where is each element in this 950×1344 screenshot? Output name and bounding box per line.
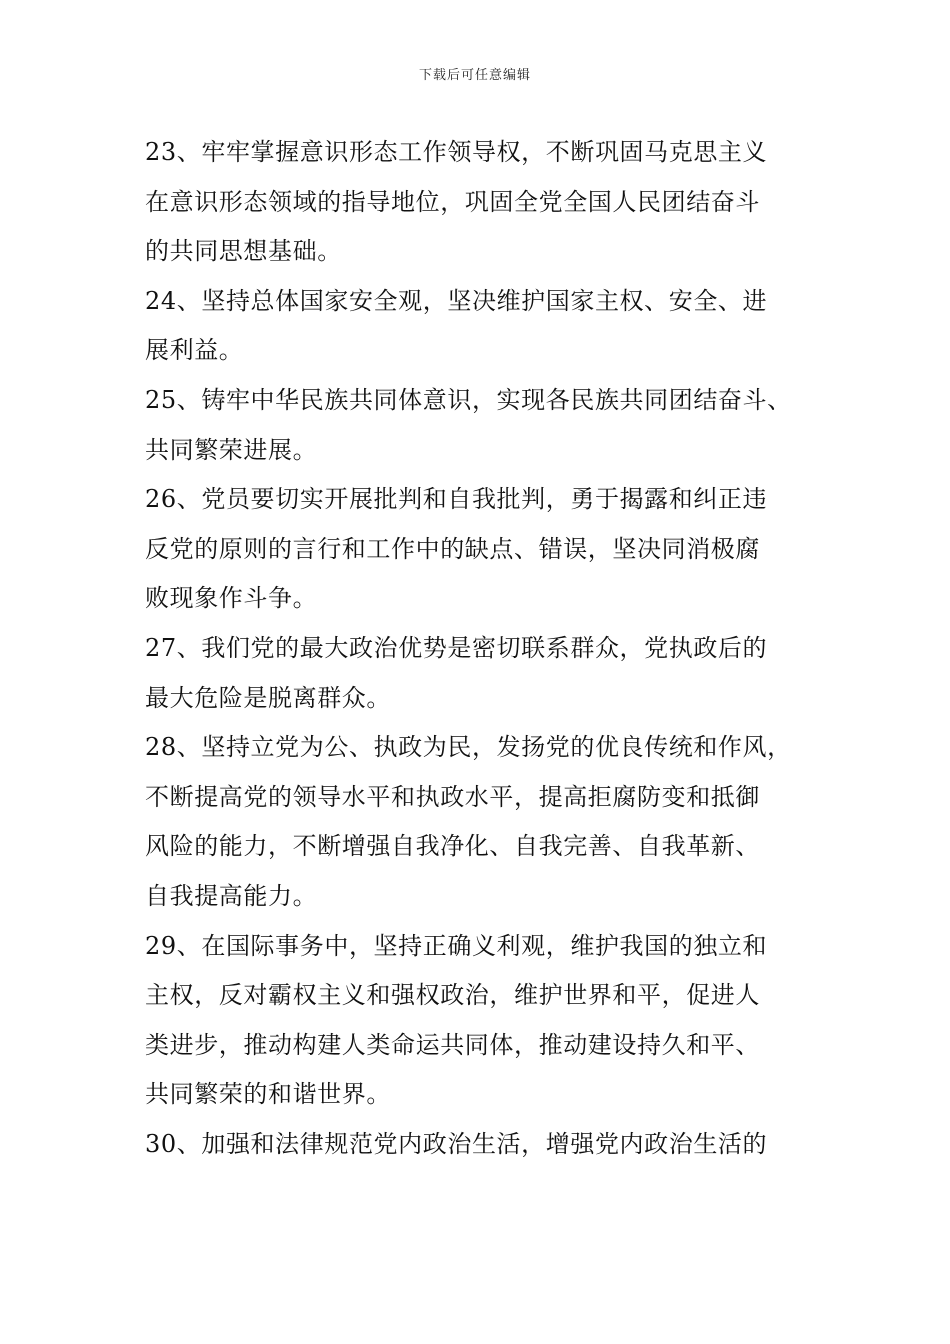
text-line: 26、党员要切实开展批判和自我批判，勇于揭露和纠正违 <box>145 485 768 514</box>
page-header: 下载后可任意编辑 <box>418 68 531 83</box>
text-line: 类进步，推动构建人类命运共同体，推动建设持久和平、 <box>145 1030 760 1059</box>
text-line: 主权，反对霸权主义和强权政治，维护世界和平，促进人 <box>145 981 760 1010</box>
text-line: 25、铸牢中华民族共同体意识，实现各民族共同团结奋斗、 <box>145 385 792 414</box>
text-line: 的共同思想基础。 <box>145 237 342 266</box>
text-line: 24、坚持总体国家安全观，坚决维护国家主权、安全、进 <box>145 286 768 315</box>
text-line: 29、在国际事务中，坚持正确义利观，维护我国的独立和 <box>145 931 768 960</box>
text-line: 23、牢牢掌握意识形态工作领导权，不断巩固马克思主义 <box>145 138 768 166</box>
text-line: 共同繁荣的和谐世界。 <box>145 1080 391 1109</box>
text-line: 展利益。 <box>145 336 244 365</box>
document-body <box>145 128 825 1169</box>
text-line: 共同繁荣进展。 <box>145 435 318 464</box>
text-line: 反党的原则的言行和工作中的缺点、错误，坚决同消极腐 <box>145 534 760 563</box>
text-line: 风险的能力，不断增强自我净化、自我完善、自我革新、 <box>145 832 760 861</box>
text-line: 在意识形态领域的指导地位，巩固全党全国人民团结奋斗 <box>145 187 760 216</box>
text-line: 败现象作斗争。 <box>145 584 318 613</box>
text-line: 27、我们党的最大政治优势是密切联系群众，党执政后的 <box>145 633 768 662</box>
text-line: 自我提高能力。 <box>145 881 318 910</box>
text-line: 不断提高党的领导水平和执政水平，提高拒腐防变和抵御 <box>145 782 760 811</box>
text-line: 28、坚持立党为公、执政为民，发扬党的优良传统和作风， <box>145 733 792 762</box>
text-line: 最大危险是脱离群众。 <box>145 683 391 712</box>
text-line: 30、加强和法律规范党内政治生活，增强党内政治生活的 <box>145 1129 768 1158</box>
